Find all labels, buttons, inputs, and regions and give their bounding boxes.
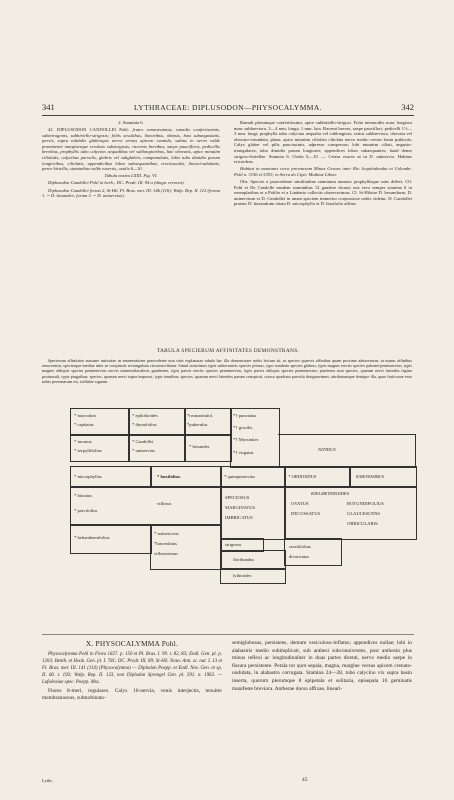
label-myrsinites: *† Myrsinites [233, 437, 259, 442]
box-ramosissimus [349, 466, 417, 488]
genus-references: Physocalymma Pohl in Flora 1827. p. 150 et Pl. Bras. I. 99. t. 82, 83; Endl. Gen. pl. p. 1203; Benth. et Hook. Gen. pl. I. 781; DC. Prodr. III. 89; St-Hil. Nouv. Ann. sc. nat. I. 13 et Fl. Bras. mer. III. 141 (114) (Physocalymna) — Diplodon Poepp. et Endl. Nov. Gen. et sp. II. 66. t. 193; Walp. Rep. II. 123, non Diplodon Sprengel Gen. pl. 391. n. 1963. — Lafoënsiae spec. Poepp. Mss. [42, 651, 222, 685]
description-paragraph: Ramuli plerumque conferitissimi, apice subhirtello-strigosi. Folia internodiis nunc longiora nunc subbreviora, 3—4 mm. longa, 1 mm. lata. Racemi breves, saepe pauciflori; pedicelli 1½—3 mm. longi; prophylla tubo calycino aequalia vel sublongiora, rarius subbreviora, obovata vel obovato-rotundata, plana, apice minutim ciliolata ciliolata nervo medio versus basin pubicula. Calyx glaber vel pilis paucissimis, adpresse conspersus; lobi minutim ciliati, angusto-triangulares, tubo dimidio parum longiores; appendices lobos subaequantes, haud dense strigoso-hirtellae. Stamina 6. Ovula 6—10. — Cetera exacte ut in D. uninervio. Habitus ericoideus. [234, 120, 412, 165]
label-glaucescens: GLAUCESCENS [347, 511, 380, 516]
box-nitidus [278, 434, 416, 468]
habitat-paragraph: Habitat in montanis circa provinciam Minas Geraes inter Rio Jequitinhonha et Colombi: Pohl n. 3156 et 5353; in Serra do Cipó: Mathiae Libon. [234, 166, 412, 177]
section-rule [42, 634, 414, 635]
box-candollei [128, 434, 186, 462]
label-ramosissimus: RAMOSISSIMUS [356, 474, 384, 479]
label-lythroides: lythroides [233, 573, 252, 578]
footer-signature: Lythr. [42, 778, 53, 783]
observation-paragraph: Obs. Species a praecedente similitudine staminum numero prophyllisque satis differt. Cll. Pohl et De Candolle eandem staminibus 12 gaudere dicunt; nos vero semper stamina 6 in exemplaribus et a Pohlio et a Lindenio collectis observavimus. Cl. St-Hilaire D. hexandrum, D. uninervium et D. Candollei in unam speciem immerito conjunxisse nobis videtur. D. Candollei praetur D. hexandrum etiam D. microphyllo et D. buxifolio affinis. [234, 178, 412, 207]
label-serpyllifolius: * serpyllifolius [74, 448, 102, 453]
label-gracilis: *† gracilis [233, 425, 253, 430]
label-decussatus: DECUSSATUS [291, 511, 321, 516]
label-rotundifolius: ROTUNDIFOLIUS [347, 501, 384, 506]
label-sessilifolius: sessilifolius [289, 544, 311, 549]
running-title: LYTHRACEAE: DIPLUSODON—PHYSOCALYMMA. [134, 103, 322, 112]
label-puberulus: *puberulus [187, 422, 208, 427]
label-strigosus: strigosus [225, 542, 242, 547]
label-virgatus: *† virgatus [233, 450, 254, 455]
page-number-right: 342 [401, 102, 414, 112]
diagnosis-text: : frutex ramosissimus, ramulis confertissimis, subtetragonis, subhirtello-strigosis; foliis sessilibus, linearibus, obtusis, basi subangustatis, parvis, supra nitidulis glabrisque nervo versus apicem evanido, subtus in nervo valde prominente marginesque revoluto substrigosis; racemis brevibus, saepe paucifloris, pedicellis brevibus, prophyllis tubo calycino aequalibus vel sublongioribus, late obovatis, apice minutim ciliolatis; calycibus parvulis, glabris vel subglabris, campanulatis, lobis tubo dimidio parum longioribus, ciliolatis, appendicibus lobos subaequantibus, erectiusculis, lineari-subulatis, parce hirtellis, staminibus valde exsertis, ovulis 6—10. [42, 127, 220, 172]
tabula-ref: Tabula nostra LXIII. Fig. VI. [104, 173, 158, 179]
synonym-1: Diplusodon Candollei Pohl in herb.; DC. Prodr. III. 94 a (dingn. errorea). [48, 180, 185, 186]
lower-left-column [42, 640, 222, 705]
label-villosissimus: villosissimus [154, 551, 178, 556]
label-uninervius: * uninervius [132, 448, 155, 453]
genus-description-start: Flores 8-meri, regulares. Calyx 16-nervia, venis interjectis, tenuiter membranaceus, subturbinato- [42, 687, 222, 702]
label-hirsutus: * hirsutus [74, 493, 92, 498]
section-heading: 2. Staminia 6. [118, 120, 144, 125]
box-floribundus [220, 550, 286, 570]
box-kielmeyeroides [284, 486, 417, 540]
label-macrodon: * macrodon [74, 413, 96, 418]
box-microphyllus [70, 466, 152, 488]
table-intro: Specierum affinitates maxime intricatae in enumeratione praecedente non satis explanatae tabula hac illa demonstrare nobis lectum sit, ut species quaevis affinibus quam proxime admoveatur, ut minus affinibus removeatur, speciesque mediae inter se conjunctis rectangulum circumscribatur. Simul notavimus typis subterraneis species pilosas, typo sonderto species glabras, typis magnis erectis species palmati-penninervias, typis magnis obliquis species penninervias nervis immersulaculosis gaudentes, typis parvis erectis species penninervias, typis parvis obliquis species penninervias; praeterea sunt species, quarum nervi laterales fagino pruinosuli, typis pinguibus; species, quarum nervi supra impressi, typis tenuibus; species, quarum nervi laterales parum conspicui, crasso quadrato parvula designavimus; attributumque denique illa, quae fruticosae esse nobis perennarum est, stellulae signum. [42, 358, 412, 384]
box-incanus [70, 434, 130, 462]
running-header [42, 102, 414, 114]
species-authority: Pohl [119, 127, 128, 133]
label-rosmarinifolius: *rosmarinifol. [187, 413, 214, 418]
label-speciosus: SPECIOSUS [225, 495, 250, 500]
label-floribundus: floribundus [233, 557, 255, 562]
header-rule [42, 115, 414, 116]
box-macrodon [70, 408, 130, 436]
label-divaricatus: divaricatus [289, 554, 310, 559]
label-incanus: * incanus [74, 439, 92, 444]
label-nitidus: NITIDUS [318, 447, 336, 452]
label-helianthemifolius: * helianthemifolius [74, 535, 110, 540]
label-hexander: * hexander [189, 444, 210, 449]
synonym-2: Diplusodon Candollei forma 2, St-Hil. Fl. Bras. mer. III. 146 (116); Walp. Rep. II. 112 (forma 1. = D. hexander; forma 3. = D. uninervius). [42, 187, 220, 199]
genus-heading [42, 640, 222, 648]
label-capitatus: * capitatus [74, 422, 94, 427]
box-lythroides [220, 568, 286, 584]
box-hirsutus [70, 486, 222, 526]
species-diagnosis [42, 127, 220, 172]
label-lanceolatus: *lanceolatus [154, 541, 177, 546]
left-column [42, 120, 220, 200]
affinity-diagram [70, 408, 415, 626]
label-parvifolius: * parvifolius [74, 508, 98, 513]
box-speciosus [220, 486, 286, 540]
label-thymifolius: * thymifolius [132, 422, 157, 427]
box-quinquinervius [220, 466, 286, 488]
label-quinquinervius: * quinquinervius [224, 474, 256, 479]
box-rosmarinifolius [184, 408, 232, 436]
label-marginatus: MARGINATUS [225, 505, 256, 510]
box-sericeus [150, 524, 222, 570]
box-helianthemifolius [70, 524, 152, 554]
species-name: 42. DIPLUSODON CANDOLLEI [48, 127, 116, 133]
label-ovatus: OVATUS [291, 501, 309, 506]
box-hexander [184, 434, 232, 462]
label-ordondus: * ORDONDUS [288, 474, 317, 479]
label-punctatus: *† punctatus [233, 413, 257, 418]
label-kielmeyeroides: KIELMEYEROIDES [311, 491, 350, 496]
label-subsericeus: * subsericeus [154, 531, 179, 536]
box-buxifolius [150, 466, 222, 488]
genus-title: X. PHYSOCALYMMA [85, 639, 160, 648]
label-orbicularis: ORBICULARIS [347, 521, 378, 526]
box-ordondus [284, 466, 351, 488]
lower-right-column [232, 640, 412, 695]
label-buxifolius: * buxifolius. [157, 474, 181, 479]
right-column [234, 120, 412, 208]
box-punctatus [230, 408, 280, 468]
table-title: TABULA SPECIERUM AFFINITATES DEMONSTRANS. [156, 348, 300, 354]
box-epilobioides [128, 408, 186, 436]
label-epilobioides: * epilobioides [132, 413, 158, 418]
genus-authority: Pohl. [161, 639, 179, 648]
label-imbricatus: IMBRICATUS [225, 515, 253, 520]
signature-number: 45 [302, 777, 308, 783]
label-candollei: * Candollei [132, 439, 154, 444]
box-sessilifolius [284, 538, 342, 566]
page-number-left: 341 [42, 102, 55, 112]
genus-description-cont: semiglobosus, persistens, demum vesiculoso-inflatus; appendices nullae; lobi in alabastris medio subimplicati, sub anthesi subconniventes, post anthesin plus minus reflexi ac longitudinaliter in duas partes direnti, nervo medio saepe in fissura persistente. Petala tot quot sepala, magna, margine versus apicem crenato-undulata, in alabastro corrugata. Stamina 24—28, tubo calycino vix supra basin inserta, quorum plerumque 8 epipetala et solitaria, episepala 16 geminatis manifeste breviora. Antherae dorso affixae, lineari- [232, 640, 412, 692]
label-microphyllus: * microphyllus [74, 474, 102, 479]
label-villosus: villosus [157, 501, 172, 506]
